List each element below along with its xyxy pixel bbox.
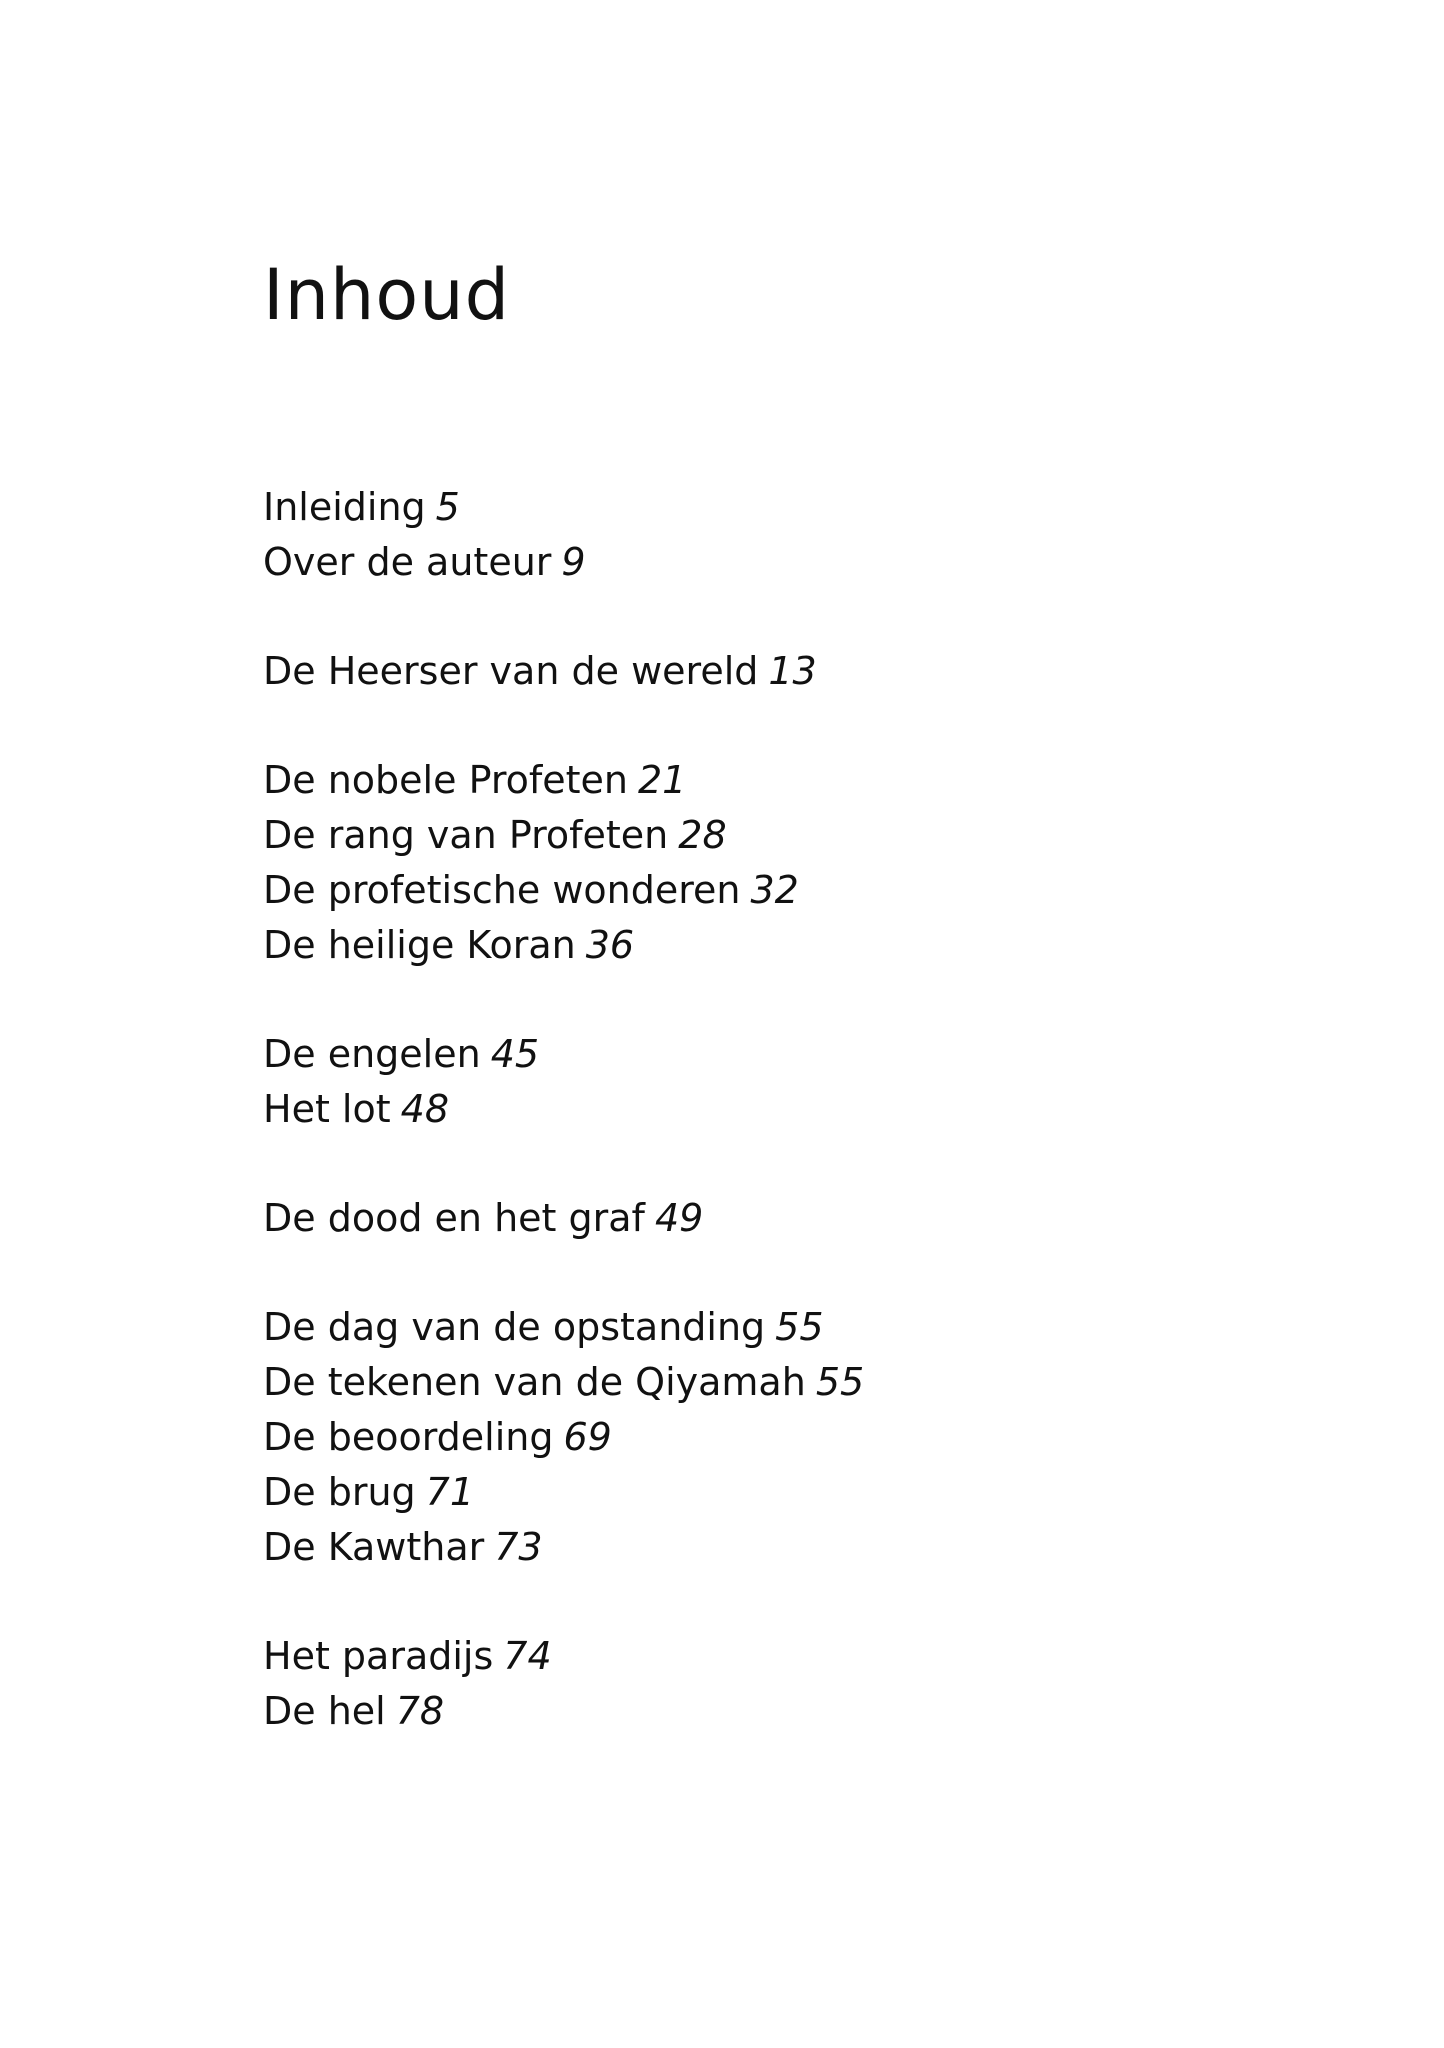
toc-page-number: 21 xyxy=(637,758,687,802)
toc-entry-label: De nobele Profeten xyxy=(263,758,628,802)
toc-entry xyxy=(263,1410,1263,1465)
toc-entry xyxy=(263,1355,1263,1410)
toc-page-number: 55 xyxy=(815,1360,865,1404)
toc-page-number: 45 xyxy=(490,1032,540,1076)
toc-group xyxy=(263,644,1263,699)
toc-entry xyxy=(263,1300,1263,1355)
toc-page-number: 71 xyxy=(425,1470,475,1514)
toc-entry xyxy=(263,1629,1263,1684)
toc-page-number: 13 xyxy=(768,649,817,693)
toc-group xyxy=(263,480,1263,590)
toc-group xyxy=(263,1300,1263,1575)
toc-entry-label: De profetische wonderen xyxy=(263,868,741,912)
toc-entry-label: Over de auteur xyxy=(263,540,552,584)
toc-page-number: 48 xyxy=(400,1087,449,1131)
toc-entry xyxy=(263,1520,1263,1575)
toc-group xyxy=(263,1027,1263,1137)
toc-entry xyxy=(263,644,1263,699)
toc-page-number: 55 xyxy=(775,1305,824,1349)
toc-page-number: 78 xyxy=(395,1689,445,1733)
page-title: Inhoud xyxy=(263,254,511,336)
toc-entry xyxy=(263,1684,1263,1739)
toc-page-number: 32 xyxy=(750,868,799,912)
toc-page-number: 36 xyxy=(585,923,635,967)
toc-entry-label: De heilige Koran xyxy=(263,923,576,967)
toc-entry-label: Inleiding xyxy=(263,485,426,529)
toc-entry xyxy=(263,480,1263,535)
toc-entry xyxy=(263,863,1263,918)
toc-page-number: 74 xyxy=(503,1634,552,1678)
toc-group xyxy=(263,1629,1263,1739)
toc-page-number: 28 xyxy=(678,813,727,857)
toc-entry-label: De dood en het graf xyxy=(263,1196,645,1240)
toc-entry-label: De brug xyxy=(263,1470,416,1514)
toc-entry-label: De beoordeling xyxy=(263,1415,554,1459)
toc-entry xyxy=(263,808,1263,863)
toc-entry-label: De engelen xyxy=(263,1032,481,1076)
toc-entry-label: De tekenen van de Qiyamah xyxy=(263,1360,806,1404)
toc-entry xyxy=(263,753,1263,808)
toc-entry xyxy=(263,1027,1263,1082)
toc-entry xyxy=(263,1191,1263,1246)
toc-entry-label: De Heerser van de wereld xyxy=(263,649,759,693)
toc-entry xyxy=(263,535,1263,590)
toc-entry-label: De rang van Profeten xyxy=(263,813,669,857)
toc-entry-label: Het paradijs xyxy=(263,1634,494,1678)
toc-entry xyxy=(263,918,1263,973)
toc-entry xyxy=(263,1082,1263,1137)
toc-entry xyxy=(263,1465,1263,1520)
toc-page-number: 73 xyxy=(494,1525,543,1569)
toc-group xyxy=(263,753,1263,973)
toc-page-number: 69 xyxy=(563,1415,612,1459)
toc-group xyxy=(263,1191,1263,1246)
toc-page-number: 5 xyxy=(435,485,460,529)
toc-entry-label: Het lot xyxy=(263,1087,391,1131)
toc-page-number: 9 xyxy=(561,540,586,584)
toc-page-number: 49 xyxy=(654,1196,704,1240)
toc-entry-label: De dag van de opstanding xyxy=(263,1305,766,1349)
table-of-contents xyxy=(263,480,1263,1793)
toc-entry-label: De hel xyxy=(263,1689,386,1733)
toc-entry-label: De Kawthar xyxy=(263,1525,485,1569)
